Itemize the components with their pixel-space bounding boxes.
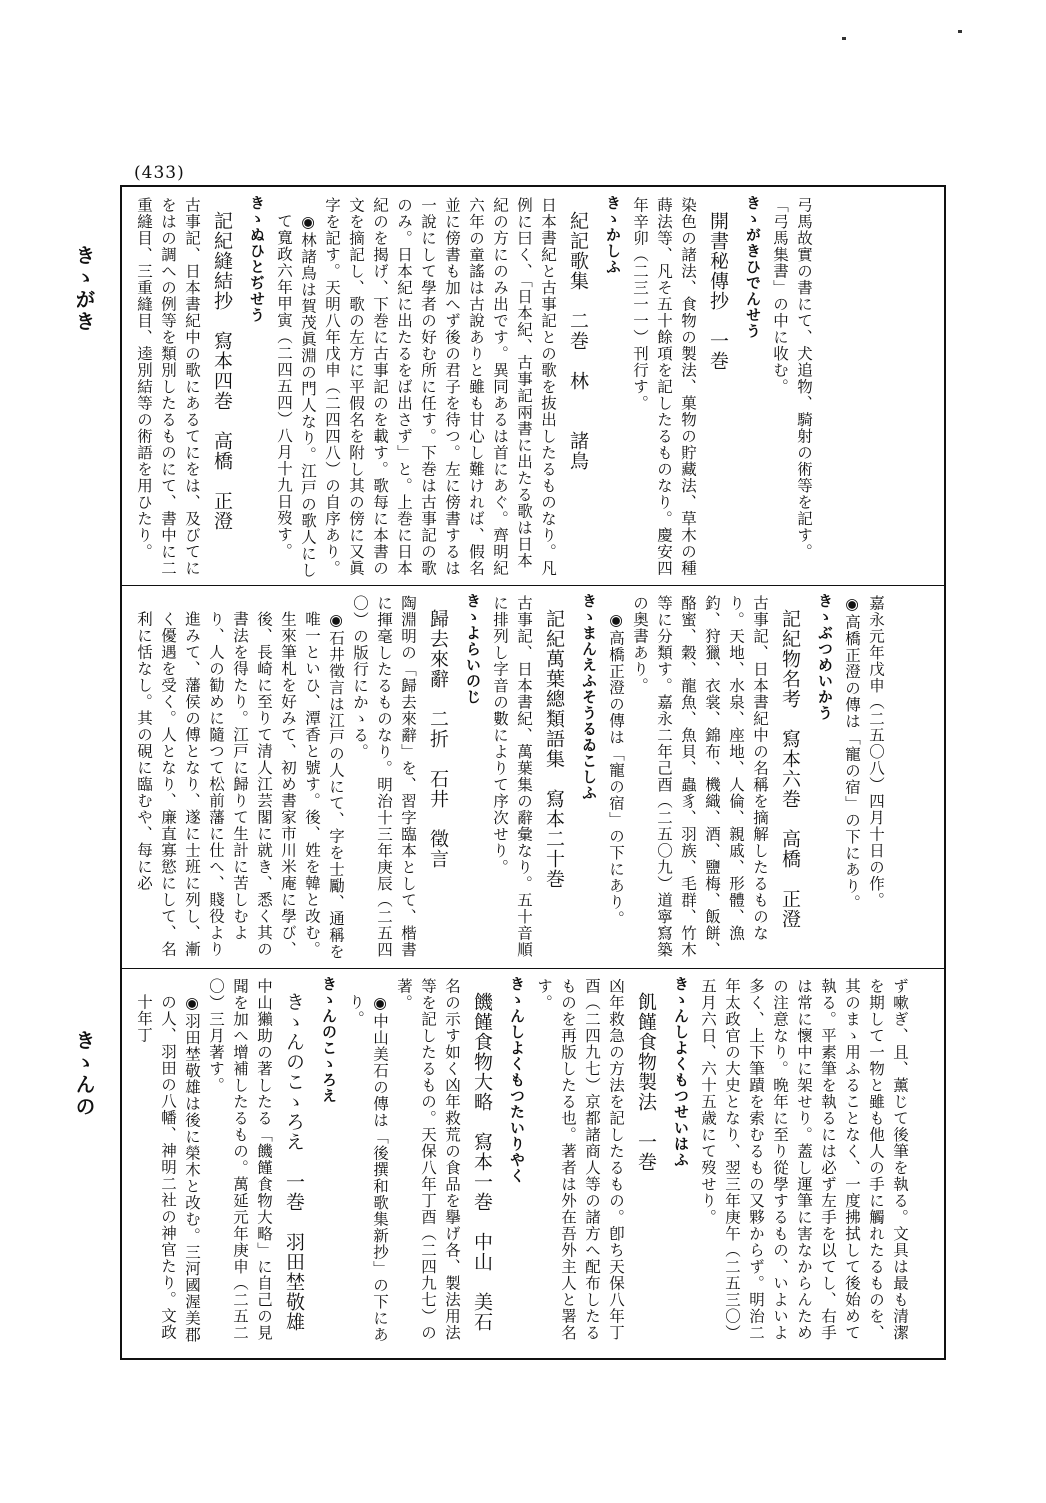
entry-title: 歸去來辭 二折 石井 徵言 bbox=[427, 609, 449, 869]
entry-title: 紀記歌集 二巻 林 諸鳥 bbox=[567, 211, 589, 471]
entry-body: ◉羽田埜敬雄は後に榮木と改む。三河國渥美郡の人、羽田の八幡、神明二社の神官たり。文政十年丁 bbox=[135, 994, 201, 1343]
entry-body: 染色の諸法、食物の製法、菓物の貯藏法、草木の種蒔法等、凡そ五十餘項を記したるものなり。慶安四年辛卯（二三一一）刊行す。 bbox=[631, 197, 697, 577]
entry-title: 飢饉食物製法 一巻 bbox=[635, 992, 657, 1172]
section-text bbox=[132, 195, 816, 579]
entry-body: 陶淵明の「歸去來辭」を、習字臨本として、楷書に揮毫したるものなり。明治十三年庚辰（二五四〇）の版行にかゝる。 bbox=[351, 595, 417, 958]
entry-body: 弓馬故實の書にて、犬追物、騎射の術等を記す。「弓馬集書」の中に收む。 bbox=[771, 197, 813, 560]
entry-reading: きゝかしふ bbox=[604, 195, 622, 275]
scan-speck bbox=[842, 37, 846, 40]
entry-reading: きゝぶつめいかう bbox=[816, 593, 834, 721]
margin-label-bottom: きゝんの bbox=[72, 1030, 96, 1118]
entry-body: 古事記、日本書紀中の歌にあるてにをは、及びてにをはの調への例等を類別したるものにて、書中に二重縫目、三重縫目、逵別結等の術語を用ひたり。 bbox=[135, 197, 201, 577]
entry-reading: きゝんのこゝろえ bbox=[320, 976, 338, 1104]
section-text bbox=[132, 976, 912, 1354]
entry-body: 古事記、日本書紀中の名稱を摘解したるものなり。天地、水泉、座地、人倫、親戚、形體、漁釣、狩獵、衣裳、錦布、機織、酒、鹽梅、飯餅、酪蜜、穀、龍魚、魚貝、蟲豸、羽族、毛群、竹木等に分類す。嘉永二年己酉（二五〇九）道寧寫築の奥書あり。 bbox=[631, 595, 769, 958]
section-bottom bbox=[132, 976, 934, 1354]
margin-label-top: きゝがき bbox=[72, 245, 96, 333]
entry-reading: きゝがきひでんせう bbox=[744, 195, 762, 339]
section-text bbox=[132, 593, 888, 963]
entry-body: 凶年救急の方法を記したるもの。卽ち天保八年丁酉（二四九七）京都諸商人等の諸方へ配布したるものを再版したる也。著者は外在吾外主人と署名す。 bbox=[535, 978, 625, 1341]
scan-speck bbox=[958, 30, 962, 33]
page-number: (433) bbox=[134, 163, 185, 183]
entry-reading: きゝんしよくもつせいはふ bbox=[672, 976, 690, 1168]
entry-body: ◉石井徵言は江戸の人にて、字を士勵、通稱を唯一といひ、潭香と號す。後、姓を韓と改む。生來筆札を好みて、初め書家市川米庵に學び、後、長崎に至りて清人江芸閣に就き、悉く其の書法を得たり。江戸に歸りて生計に苦しむより、人の勧めに隨つて松前藩に仕へ、賤役より進みて、藩侯の傅となり、遂に士班に列し、漸く優遇を受く。人となり、廉直寡慾にして、名利に恬なし。其の硯に臨むや、每に必 bbox=[135, 611, 345, 960]
entry-body: 中山獺助の著したる「饑饉食物大略」に自己の見聞を加へ增補したるもの。萬延元年庚申（二五二〇）三月著す。 bbox=[207, 978, 273, 1341]
entry-title: 饑饉食物大略 寫本一巻 中山 美石 bbox=[471, 992, 493, 1332]
entry-title: きゝんのこゝろえ 一巻 羽田埜敬雄 bbox=[283, 992, 305, 1332]
entry-body: ◉高橋正澄の傳は「寵の宿」の下にあり。 bbox=[843, 595, 861, 911]
entry-reading: きゝまんえふそうるゐこしふ bbox=[580, 593, 598, 801]
entry-title: 記紀物名考 寫本六巻 高橋 正澄 bbox=[779, 609, 801, 929]
entry-title: 記紀萬葉總類語集 寫本二十巻 bbox=[543, 609, 565, 889]
section-divider bbox=[122, 968, 944, 969]
entry-body: 名の示す如く凶年救荒の食品を擧げ各、製法用法等を記したるもの。天保八年丁酉（二四九七）の著。 bbox=[395, 978, 461, 1341]
section-middle bbox=[132, 593, 934, 963]
section-top bbox=[132, 195, 934, 579]
entry-body: ず嗽ぎ、且、薰じて後筆を執る。文具は最も清潔を期して一物と雖も他人の手に觸れたるものを、其のまゝ用ふることなく、一度拂拭して後始めて執る。平素筆を執るには必ず左手を以てし、右手は常に懷中に架せり。蓋し運筆に害なからんための注意なり。晩年に至り從學するもの、いよいよ多く、上下筆蹟を索むるもの又夥からず。明治二年太政官の大史となり、翌三年庚午（二五三〇）五月六日、六十五歳にて歿せり。 bbox=[699, 978, 909, 1341]
entry-body: 嘉永元年戊申（二五〇八）四月十日の作。 bbox=[867, 595, 885, 909]
entry-reading: きゝよらいのじ bbox=[464, 593, 482, 705]
entry-title: 記紀縫結抄 寫本四巻 高橋 正澄 bbox=[211, 211, 233, 531]
entry-reading: きゝぬひとぢせう bbox=[248, 195, 266, 323]
entry-body: ◉高橋正澄の傳は「寵の宿」の下にあり。 bbox=[607, 611, 625, 927]
text-frame bbox=[120, 185, 946, 1360]
entry-body: 古事記、日本書紀、萬葉集の辭彙なり。五十音順に排列し字音の數によりて序次せり。 bbox=[491, 595, 533, 958]
entry-reading: きゝんしよくもつたいりやく bbox=[508, 976, 526, 1184]
section-divider bbox=[122, 585, 944, 586]
entry-body: ◉中山美石の傳は「後撰和歌集新抄」の下にあり。 bbox=[347, 994, 389, 1343]
entry-body: ◉林諸鳥は賀茂眞淵の門人なり。江戸の歌人にして寬政六年甲寅（二四五四）八月十九日歿す。 bbox=[275, 213, 317, 579]
entry-body: 日本書紀と古事記との歌を抜出したるものなり。凡例に曰く、「日本紀、古事記兩書に出たる歌は日本紀の方にのみ出です。異同あるは首にあぐ。齊明紀六年の童謠は古說ありと雖も甘心し難ければ、假名並に傍書も加へず後の君子を待つ。左に傍書するは一說にして學者の好む所に任す。下巻は古事記の歌のみ。日本紀に出たるをば出さず」と。上巻に日本紀のを揭げ、下巻に古事記のを載す。歌每に本書の文を摘記し、歌の左方に平假名を附し其の傍に又眞字を記す。天明八年戊申（二四四八）の自序あり。 bbox=[323, 197, 557, 577]
entry-title: 開書秘傳抄 一巻 bbox=[707, 211, 729, 371]
